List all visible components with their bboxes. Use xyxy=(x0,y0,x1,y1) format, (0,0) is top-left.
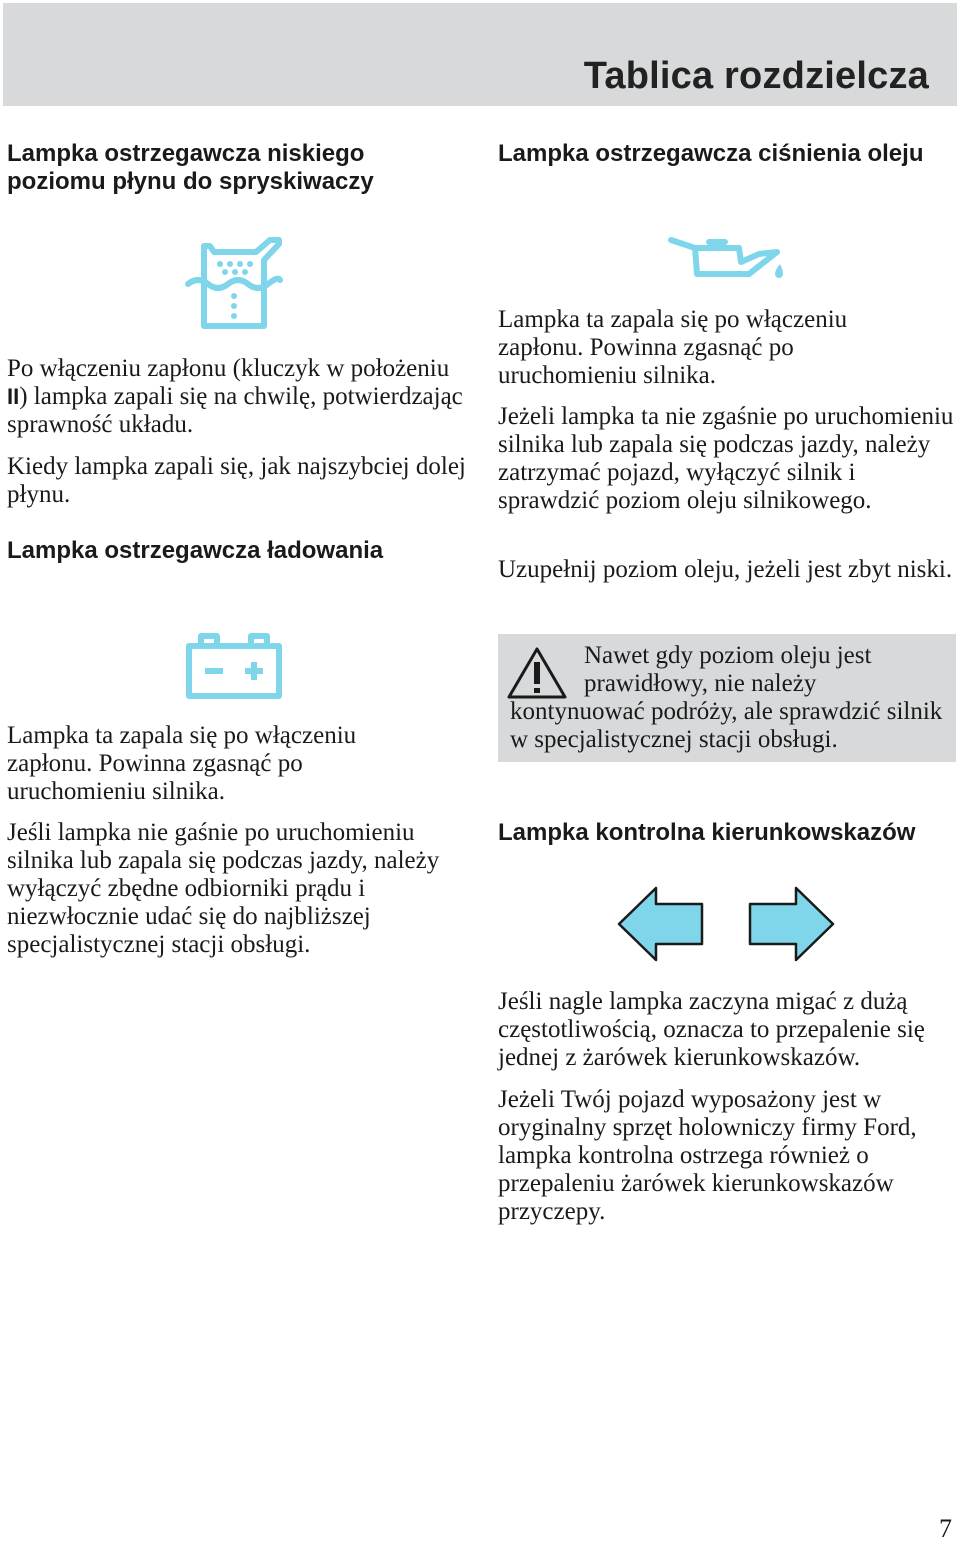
turn-paragraph-1: Jeśli nagle lampka zaczyna migać z dużą częstotliwością, oznacza to przepalenie się jednej z żarówek kierunkowskazów. xyxy=(498,988,925,1071)
warning-line-1: Nawet gdy poziom oleju jest xyxy=(584,642,872,669)
battery-icon xyxy=(185,632,283,700)
oil-paragraph-1: Lampka ta zapala się po włączeniu zapłonu. Powinna zgasnąć po uruchomieniu silnika. xyxy=(498,306,848,389)
heading-oil-pressure: Lampka ostrzegawcza ciśnienia oleju xyxy=(498,140,924,167)
turn-paragraph-2: Jeżeli Twój pojazd wyposażony jest w oryginalny sprzęt holowniczy firmy Ford, lampka kontrolna ostrzega również o przepaleniu żarówek kierunkowskazów przyczepy. xyxy=(498,1086,917,1225)
oil-can-icon xyxy=(667,234,791,282)
oil-paragraph-2: Jeżeli lampka ta nie zgaśnie po uruchomieniu silnika lub zapala się podczas jazdy, należy zatrzymać pojazd, wyłączyć silnik i sprawdzić poziom oleju silnikowego. xyxy=(498,403,954,514)
heading-charging: Lampka ostrzegawcza ładowania xyxy=(7,537,384,564)
ignition-position-label: II xyxy=(7,384,20,409)
turn-signal-arrows-icon xyxy=(616,884,836,964)
page-title: Tablica rozdzielcza xyxy=(583,55,929,97)
page-number: 7 xyxy=(939,1514,952,1543)
washer-paragraph-2: Kiedy lampka zapali się, jak najszybciej dolej płynu. xyxy=(7,453,466,508)
heading-washer-fluid: Lampka ostrzegawcza niskiego poziomu płynu do spryskiwaczy xyxy=(7,140,374,195)
warning-line-2: prawidłowy, nie należy xyxy=(584,670,817,697)
warning-line-rest: kontynuować podróży, ale sprawdzić silnik w specjalistycznej stacji obsługi. xyxy=(510,698,943,753)
page-header-band xyxy=(3,3,957,106)
washer-fluid-icon xyxy=(184,236,284,332)
charging-paragraph-1: Lampka ta zapala się po włączeniu zapłonu. Powinna zgasnąć po uruchomieniu silnika. xyxy=(7,722,357,805)
charging-paragraph-2: Jeśli lampka nie gaśnie po uruchomieniu silnika lub zapala się podczas jazdy, należy wyłączyć zbędne odbiorniki prądu i niezwłocznie udać się do najbliższej specjalistycznej stacji obsługi. xyxy=(7,819,440,958)
oil-warning-box xyxy=(498,634,956,762)
oil-warning-text xyxy=(510,642,950,754)
washer-paragraph-1-b: ) lampka zapali się na chwilę, potwierdzając sprawność układu. xyxy=(7,383,463,438)
oil-paragraph-3: Uzupełnij poziom oleju, jeżeli jest zbyt niski. xyxy=(498,556,953,583)
washer-paragraph-1-a: Po włączeniu zapłonu (kluczyk w położeniu xyxy=(7,355,450,382)
washer-paragraph-1 xyxy=(7,355,472,439)
heading-turn-signal: Lampka kontrolna kierunkowskazów xyxy=(498,819,916,846)
